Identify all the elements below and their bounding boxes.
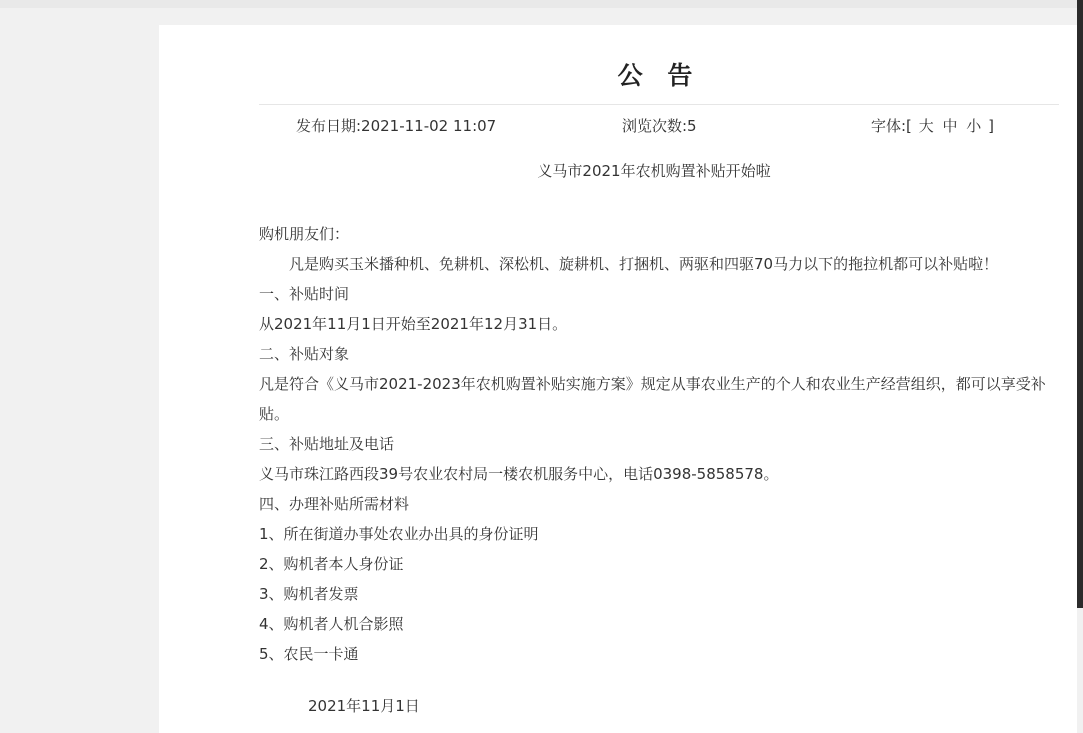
section-heading: 二、补贴对象 [259, 345, 350, 363]
section-heading: 一、补贴时间 [259, 285, 350, 303]
font-size-large-link[interactable]: 大 [918, 117, 934, 135]
title-divider [259, 104, 1059, 105]
sign-date: 2021年11月1日 [308, 697, 420, 715]
publish-date: 发布日期:2021-11-02 11:07 [296, 117, 497, 135]
section-body: 义马市珠江路西段39号农业农村局一楼农机服务中心，电话0398-5858578。 [259, 465, 779, 483]
material-item: 3、购机者发票 [259, 585, 359, 603]
view-count: 浏览次数:5 [622, 117, 697, 135]
intro-paragraph: 凡是购买玉米播种机、免耕机、深松机、旋耕机、打捆机、两驱和四驱70马力以下的拖拉机都可以补贴啦！ [289, 255, 999, 273]
section-body: 凡是符合《义马市2021-2023年农机购置补贴实施方案》规定从事农业生产的个人和农业生产经营组织，都可以享受补贴。 [259, 375, 1046, 423]
section-body: 从2021年11月1日开始至2021年12月31日。 [259, 315, 568, 333]
page-title: 公 告 [617, 61, 701, 90]
article-subtitle: 义马市2021年农机购置补贴开始啦 [537, 162, 771, 180]
material-item: 2、购机者本人身份证 [259, 555, 404, 573]
materials-heading: 四、办理补贴所需材料 [259, 495, 410, 513]
greeting: 购机朋友们： [259, 225, 350, 243]
article-meta [259, 115, 1059, 137]
material-item: 4、购机者人机合影照 [259, 615, 404, 633]
section-heading: 三、补贴地址及电话 [259, 435, 395, 453]
top-strip [0, 0, 1083, 8]
material-item: 5、农民一卡通 [259, 645, 359, 663]
material-item: 1、所在街道办事处农业办出具的身份证明 [259, 525, 539, 543]
font-size-selector [871, 115, 994, 137]
font-size-close-bracket: ] [988, 117, 994, 135]
article-panel [159, 25, 1077, 733]
font-size-label: 字体:[ [871, 117, 912, 135]
font-size-medium-link[interactable]: 中 [942, 117, 958, 135]
article-body [259, 159, 1049, 721]
font-size-small-link[interactable]: 小 [966, 117, 982, 135]
scrollbar[interactable] [1077, 0, 1083, 608]
spacer [259, 183, 1049, 219]
